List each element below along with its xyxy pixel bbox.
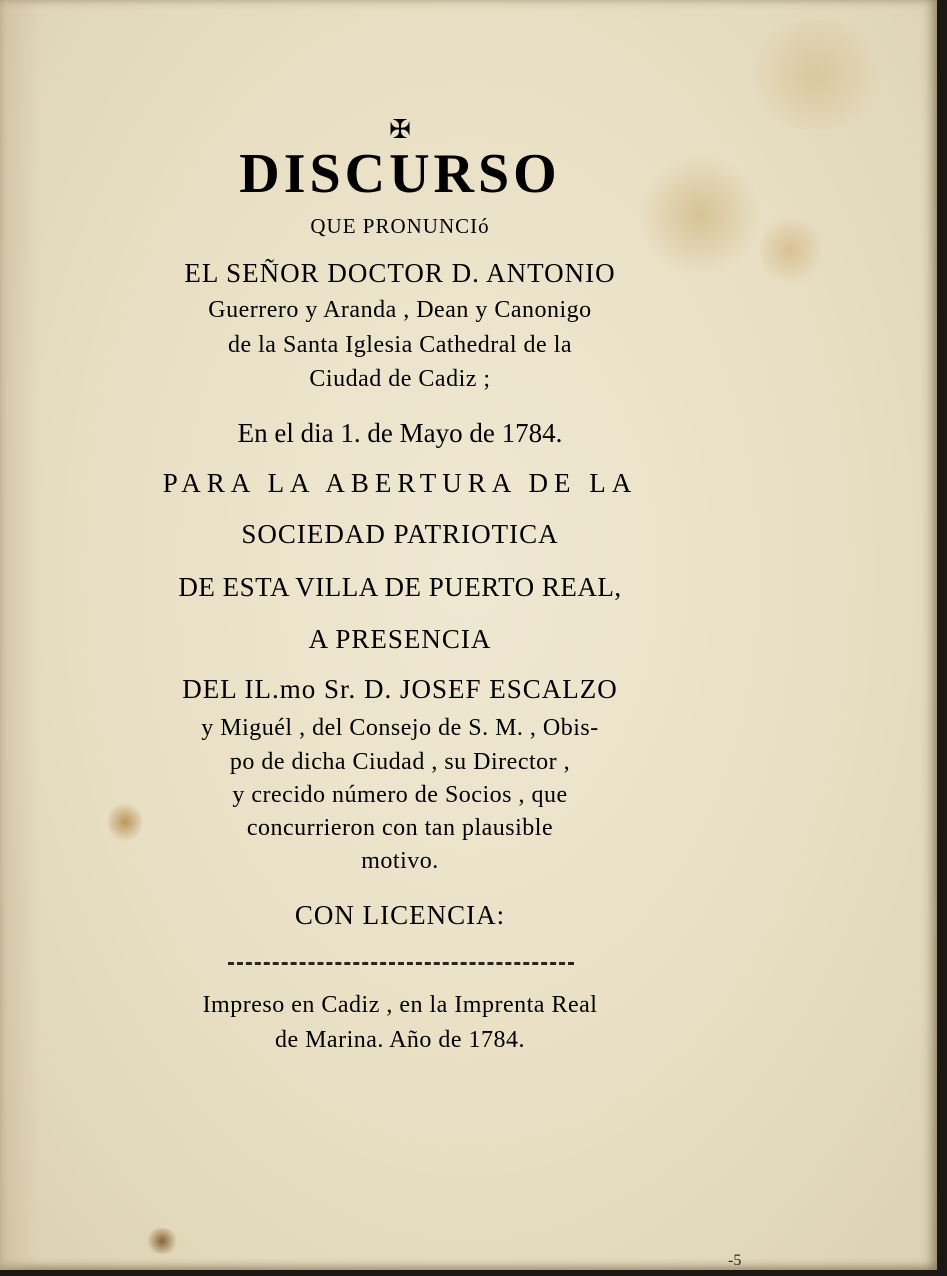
bishop-detail-line: y Miguél , del Consejo de S. M. , Obis- [201,715,599,741]
author-detail-line: Ciudad de Cadiz ; [309,366,491,392]
author-line: EL SEÑOR DOCTOR D. ANTONIO [184,258,616,288]
author-detail-line: Guerrero y Aranda , Dean y Canonigo [208,297,592,323]
bishop-detail-line: motivo. [361,848,439,874]
bishop-line: DEL IL.mo Sr. D. JOSEF ESCALZO [182,674,618,704]
cross-ornament-icon: ✠ [389,115,411,144]
occasion-line: DE ESTA VILLA DE PUERTO REAL, [178,572,622,602]
bishop-detail-line: y crecido número de Socios , que [232,782,568,808]
subtitle-line: QUE PRONUNCIó [310,214,490,238]
divider-rule [228,962,574,965]
presence-line: A PRESENCIA [308,624,492,654]
bishop-detail-line: po de dicha Ciudad , su Director , [229,749,571,775]
occasion-line: SOCIEDAD PATRIOTICA [241,519,559,549]
bishop-detail-line: concurrieron con tan plausible [246,815,554,841]
license-line: CON LICENCIA: [294,900,506,930]
occasion-line: PARA LA ABERTURA DE LA [162,468,638,498]
date-line: En el dia 1. de Mayo de 1784. [237,418,563,448]
imprint-line: de Marina. Año de 1784. [274,1027,526,1053]
page-mark: -5 [728,1252,742,1269]
document-title: DISCURSO [239,143,561,205]
imprint-line: Impreso en Cadiz , en la Imprenta Real [202,992,598,1018]
paper-stain [740,20,890,130]
author-detail-line: de la Santa Iglesia Cathedral de la [227,332,573,358]
paper-stain [145,1228,179,1254]
